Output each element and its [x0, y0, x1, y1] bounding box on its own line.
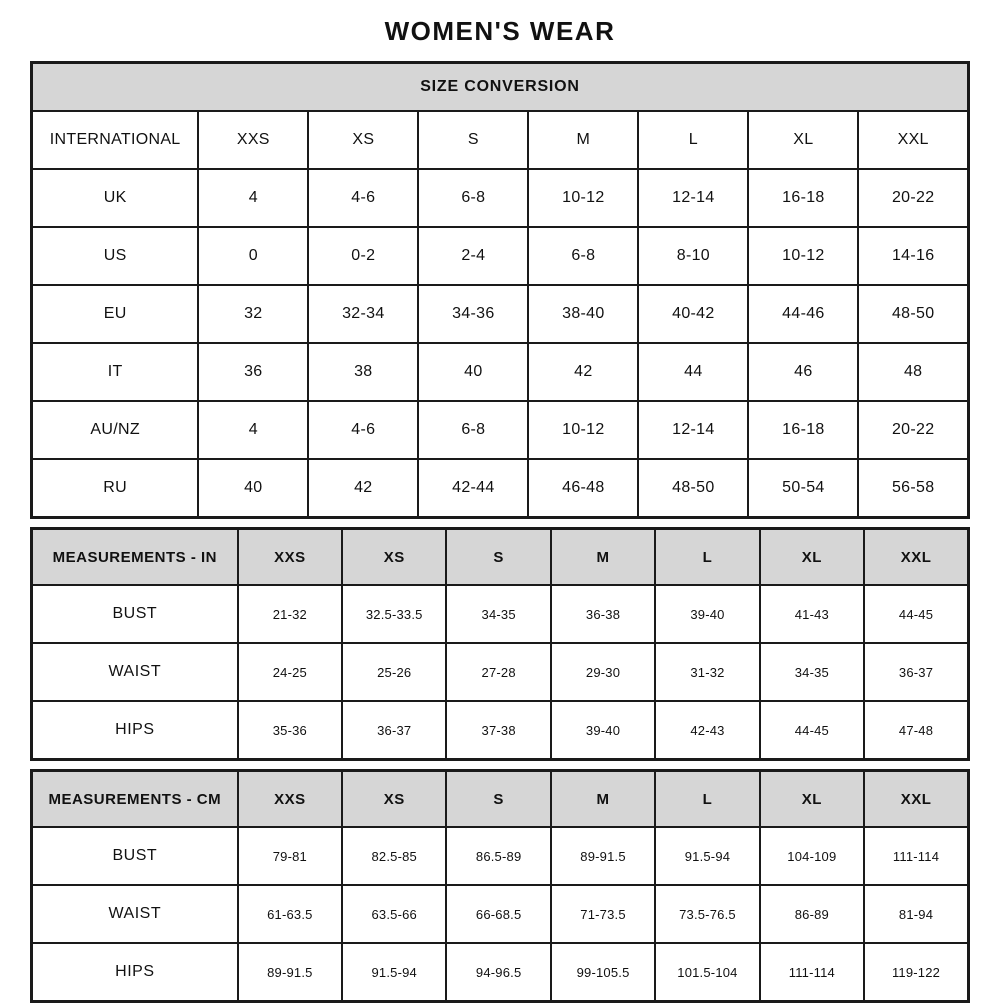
measurement-value-cell: 41-43 — [760, 585, 864, 643]
table-gap — [30, 519, 970, 527]
column-header: S — [446, 529, 550, 586]
measurement-value-cell: 66-68.5 — [446, 885, 550, 943]
measurement-value-cell: 39-40 — [551, 701, 655, 760]
size-value-cell: 46 — [748, 343, 858, 401]
measurement-value-cell: 47-48 — [864, 701, 968, 760]
size-value-cell: 2-4 — [418, 227, 528, 285]
size-value-cell: 40-42 — [638, 285, 748, 343]
column-header: S — [446, 771, 550, 828]
size-value-cell: 4 — [198, 169, 308, 227]
column-header: XXL — [864, 529, 968, 586]
column-header: M — [551, 529, 655, 586]
row-label: UK — [32, 169, 199, 227]
size-value-cell: 6-8 — [418, 401, 528, 459]
size-value-cell: 12-14 — [638, 401, 748, 459]
row-label: HIPS — [32, 943, 238, 1002]
row-label: US — [32, 227, 199, 285]
size-value-cell: 40 — [418, 343, 528, 401]
row-label: BUST — [32, 827, 238, 885]
measurement-value-cell: 44-45 — [864, 585, 968, 643]
column-header: XXL — [864, 771, 968, 828]
size-value-cell: 6-8 — [528, 227, 638, 285]
measurement-value-cell: 36-38 — [551, 585, 655, 643]
measurement-value-cell: 39-40 — [655, 585, 759, 643]
size-value-cell: 50-54 — [748, 459, 858, 518]
measurement-value-cell: 21-32 — [238, 585, 342, 643]
size-value-cell: 20-22 — [858, 401, 968, 459]
measurement-value-cell: 86.5-89 — [446, 827, 550, 885]
column-header-row — [32, 771, 969, 828]
measurements-in-body — [32, 529, 969, 760]
size-value-cell: 48-50 — [858, 285, 968, 343]
measurement-value-cell: 32.5-33.5 — [342, 585, 446, 643]
measurement-value-cell: 82.5-85 — [342, 827, 446, 885]
column-header: XL — [760, 771, 864, 828]
column-header: XXS — [238, 771, 342, 828]
column-header-row — [32, 111, 969, 169]
measurement-value-cell: 25-26 — [342, 643, 446, 701]
size-value-cell: 0-2 — [308, 227, 418, 285]
measurement-value-cell: 101.5-104 — [655, 943, 759, 1002]
size-value-cell: 48-50 — [638, 459, 748, 518]
column-header: L — [655, 529, 759, 586]
measurement-value-cell: 119-122 — [864, 943, 968, 1002]
measurement-value-cell: 42-43 — [655, 701, 759, 760]
size-value-cell: 34-36 — [418, 285, 528, 343]
table-row — [32, 227, 969, 285]
row-label: AU/NZ — [32, 401, 199, 459]
size-value-cell: 4-6 — [308, 401, 418, 459]
size-value-cell: 16-18 — [748, 401, 858, 459]
size-value-cell: 32-34 — [308, 285, 418, 343]
column-header: XXS — [198, 111, 308, 169]
column-header: XS — [308, 111, 418, 169]
measurement-value-cell: 71-73.5 — [551, 885, 655, 943]
measurement-value-cell: 27-28 — [446, 643, 550, 701]
size-value-cell: 14-16 — [858, 227, 968, 285]
column-header: L — [638, 111, 748, 169]
measurement-value-cell: 29-30 — [551, 643, 655, 701]
size-value-cell: 4-6 — [308, 169, 418, 227]
measurement-value-cell: 91.5-94 — [342, 943, 446, 1002]
size-value-cell: 4 — [198, 401, 308, 459]
table-row — [32, 701, 969, 760]
column-header: XL — [760, 529, 864, 586]
measurement-value-cell: 37-38 — [446, 701, 550, 760]
measurement-value-cell: 91.5-94 — [655, 827, 759, 885]
size-value-cell: 10-12 — [528, 169, 638, 227]
column-header: M — [551, 771, 655, 828]
column-header: INTERNATIONAL — [32, 111, 199, 169]
table-title-header: MEASUREMENTS - CM — [32, 771, 238, 828]
measurement-value-cell: 36-37 — [864, 643, 968, 701]
measurement-value-cell: 89-91.5 — [238, 943, 342, 1002]
row-label: BUST — [32, 585, 238, 643]
measurement-value-cell: 31-32 — [655, 643, 759, 701]
measurements-cm-table — [30, 769, 970, 1003]
row-label: IT — [32, 343, 199, 401]
size-value-cell: 0 — [198, 227, 308, 285]
measurement-value-cell: 44-45 — [760, 701, 864, 760]
table-row — [32, 885, 969, 943]
size-value-cell: 36 — [198, 343, 308, 401]
size-value-cell: 42 — [308, 459, 418, 518]
size-value-cell: 12-14 — [638, 169, 748, 227]
table-row — [32, 285, 969, 343]
column-header: S — [418, 111, 528, 169]
column-header: XS — [342, 529, 446, 586]
table-row — [32, 943, 969, 1002]
size-value-cell: 48 — [858, 343, 968, 401]
size-value-cell: 44 — [638, 343, 748, 401]
size-value-cell: 6-8 — [418, 169, 528, 227]
row-label: RU — [32, 459, 199, 518]
size-value-cell: 56-58 — [858, 459, 968, 518]
measurement-value-cell: 34-35 — [446, 585, 550, 643]
measurement-value-cell: 99-105.5 — [551, 943, 655, 1002]
column-header: XXL — [858, 111, 968, 169]
size-conversion-table — [30, 61, 970, 519]
column-header: L — [655, 771, 759, 828]
size-value-cell: 44-46 — [748, 285, 858, 343]
measurement-value-cell: 89-91.5 — [551, 827, 655, 885]
measurement-value-cell: 35-36 — [238, 701, 342, 760]
size-value-cell: 10-12 — [528, 401, 638, 459]
size-value-cell: 16-18 — [748, 169, 858, 227]
measurement-value-cell: 86-89 — [760, 885, 864, 943]
measurement-value-cell: 111-114 — [760, 943, 864, 1002]
size-value-cell: 8-10 — [638, 227, 748, 285]
measurement-value-cell: 24-25 — [238, 643, 342, 701]
column-header: XL — [748, 111, 858, 169]
column-header: M — [528, 111, 638, 169]
measurement-value-cell: 73.5-76.5 — [655, 885, 759, 943]
column-header: XS — [342, 771, 446, 828]
size-value-cell: 46-48 — [528, 459, 638, 518]
measurement-value-cell: 79-81 — [238, 827, 342, 885]
size-value-cell: 38 — [308, 343, 418, 401]
table-row — [32, 169, 969, 227]
table-banner: SIZE CONVERSION — [32, 63, 969, 112]
size-value-cell: 40 — [198, 459, 308, 518]
row-label: WAIST — [32, 885, 238, 943]
measurement-value-cell: 36-37 — [342, 701, 446, 760]
banner-row — [32, 63, 969, 112]
size-value-cell: 38-40 — [528, 285, 638, 343]
table-row — [32, 827, 969, 885]
column-header: XXS — [238, 529, 342, 586]
page-title: WOMEN'S WEAR — [384, 16, 616, 46]
size-value-cell: 42-44 — [418, 459, 528, 518]
size-value-cell: 42 — [528, 343, 638, 401]
size-conversion-body — [32, 63, 969, 518]
table-row — [32, 459, 969, 518]
table-row — [32, 401, 969, 459]
measurement-value-cell: 111-114 — [864, 827, 968, 885]
table-row — [32, 343, 969, 401]
size-value-cell: 20-22 — [858, 169, 968, 227]
size-value-cell: 32 — [198, 285, 308, 343]
measurement-value-cell: 94-96.5 — [446, 943, 550, 1002]
row-label: WAIST — [32, 643, 238, 701]
measurements-cm-body — [32, 771, 969, 1002]
row-label: EU — [32, 285, 199, 343]
measurement-value-cell: 63.5-66 — [342, 885, 446, 943]
table-row — [32, 585, 969, 643]
measurement-value-cell: 34-35 — [760, 643, 864, 701]
measurements-in-table — [30, 527, 970, 761]
measurement-value-cell: 81-94 — [864, 885, 968, 943]
measurement-value-cell: 61-63.5 — [238, 885, 342, 943]
table-row — [32, 643, 969, 701]
column-header-row — [32, 529, 969, 586]
table-gap — [30, 761, 970, 769]
row-label: HIPS — [32, 701, 238, 760]
table-title-header: MEASUREMENTS - IN — [32, 529, 238, 586]
measurement-value-cell: 104-109 — [760, 827, 864, 885]
size-value-cell: 10-12 — [748, 227, 858, 285]
